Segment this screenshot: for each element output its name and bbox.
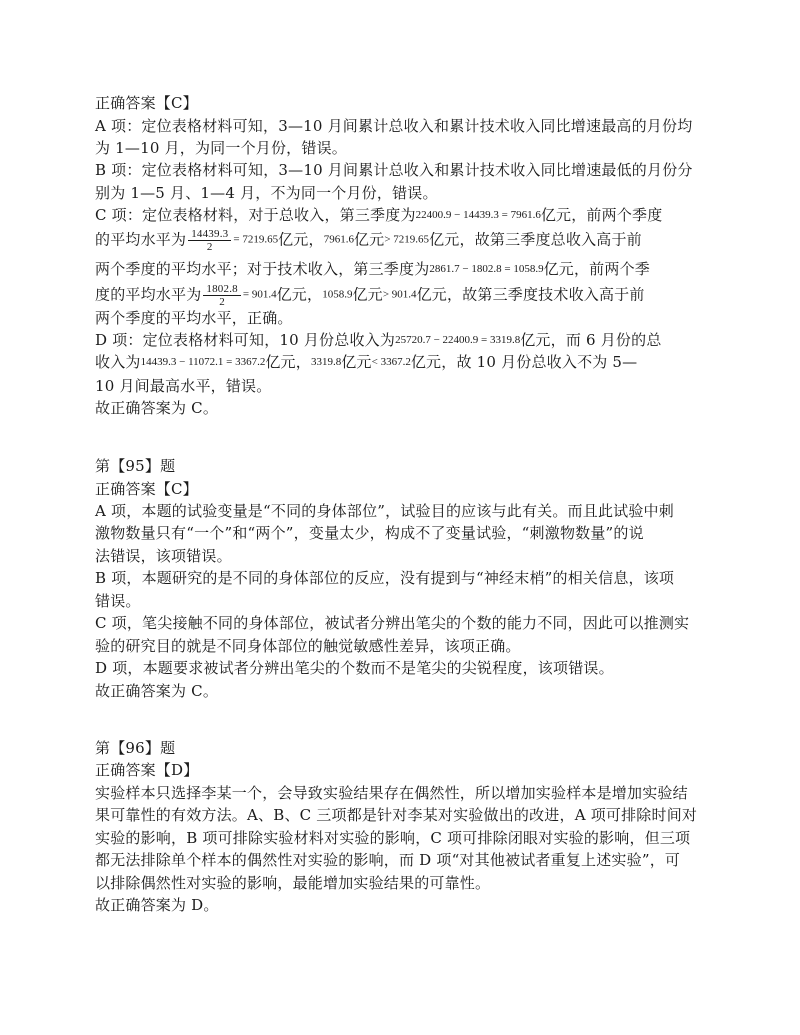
q95-option-b-line2: 错误。	[95, 592, 141, 610]
q94-c4-value: 1058.9	[322, 288, 353, 301]
q94-conclusion: 故正确答案为 C。	[95, 399, 219, 417]
q94-c4-lead: 度的平均水平为	[95, 285, 202, 304]
q94-d2-lead: 收入为	[95, 353, 141, 371]
q96-explanation-line2: 果可靠性的有效方法。A、B、C 三项都是针对李某对实验做出的改进，A 项可排除时间对	[95, 806, 698, 824]
q94-c2-result: = 7219.65	[233, 233, 279, 246]
q94-c2-value: 7961.6	[323, 233, 354, 246]
q94-c-tail: 亿元，前两个季度	[540, 206, 663, 224]
q94-d-text: D 项：定位表格材料可知，10 月份总收入为	[95, 331, 396, 349]
q94-d2-value: 3319.8	[310, 356, 342, 368]
fraction-numerator: 14439.3	[188, 228, 231, 241]
q96-answer-heading: 正确答案【D】	[95, 761, 199, 779]
q94-c4-compare: > 901.4	[382, 288, 417, 301]
q94-c3-tail: 亿元，前两个季	[543, 260, 650, 278]
q95-answer-heading: 正确答案【C】	[95, 480, 198, 498]
q94-option-b-line2: 别为 1—5 月、1—4 月，不为同一个月份，错误。	[95, 184, 438, 202]
q94-c2-tail: 亿元，故第三季度总收入高于前	[429, 230, 642, 249]
q94-c-text: C 项：定位表格材料，对于总收入，第三季度为	[95, 206, 416, 224]
q94-option-c-line3	[95, 259, 650, 279]
q95-option-a-line1: A 项，本题的试验变量是“不同的身体部位”，试验目的应该与此有关。而且此试验中刺	[95, 502, 674, 520]
q95-option-c-line2: 验的研究目的就是不同身体部位的触觉敏感性差异，该项正确。	[95, 637, 521, 655]
q94-option-c-line5: 两个季度的平均水平，正确。	[95, 309, 293, 327]
q94-c4-unit1: 亿元，	[276, 285, 323, 304]
q96-conclusion: 故正确答案为 D。	[95, 896, 219, 914]
fraction-denominator: 2	[206, 241, 213, 253]
q94-d2-tail: 亿元，故 10 月份总收入不为 5—	[410, 353, 638, 371]
q94-d2-unit2: 亿元	[341, 353, 372, 371]
q94-c-formula: 22400.9 − 14439.3 = 7961.6	[415, 209, 541, 221]
fraction-denominator: 2	[219, 296, 225, 308]
q94-d2-unit1: 亿元，	[265, 353, 311, 371]
q94-d-formula: 25720.7 − 22400.9 = 3319.8	[395, 334, 521, 346]
q94-c4-tail: 亿元，故第三季度技术收入高于前	[416, 285, 645, 304]
q94-c3-text: 两个季度的平均水平；对于技术收入，第三季度为	[95, 260, 430, 278]
fraction-numerator: 1802.8	[203, 283, 240, 296]
q94-c2-unit1: 亿元，	[278, 230, 324, 249]
q94-c3-formula: 2861.7 − 1802.8 = 1058.9	[429, 263, 544, 275]
q95-title: 第【95】题	[95, 457, 176, 475]
q94-option-d-line2	[95, 352, 637, 372]
q94-c4-result: = 901.4	[242, 288, 277, 301]
q95-conclusion: 故正确答案为 C。	[95, 682, 219, 700]
q96-title: 第【96】题	[95, 739, 176, 757]
q94-option-b-line1: B 项：定位表格材料可知，3—10 月间累计总收入和累计技术收入同比增速最低的月份分	[95, 161, 693, 179]
q94-option-d-line3: 10 月间最高水平，错误。	[95, 377, 272, 395]
q94-option-d-line1	[95, 330, 662, 350]
q94-option-c-line1	[95, 205, 662, 225]
q94-c2-fraction	[188, 228, 231, 253]
q95-option-a-line3: 法错误，该项错误。	[95, 547, 232, 565]
q94-c2-compare: > 7219.65	[384, 233, 430, 246]
q94-d2-formula: 14439.3 − 11072.1 = 3367.2	[140, 356, 266, 368]
q94-option-a-line2: 为 1—10 月，为同一个月份，错误。	[95, 139, 347, 157]
q94-c2-lead: 的平均水平为	[95, 230, 187, 249]
q94-option-a-line1: A 项：定位表格材料可知，3—10 月间累计总收入和累计技术收入同比增速最高的月份均	[95, 117, 693, 135]
q96-explanation-line4: 都无法排除单个样本的偶然性对实验的影响，而 D 项“对其他被试者重复上述实验”，可	[95, 851, 681, 869]
q94-d-tail: 亿元，而 6 月份的总	[520, 331, 662, 349]
q94-c4-unit2: 亿元	[352, 285, 383, 304]
q94-c4-fraction	[203, 283, 240, 308]
q94-answer-heading: 正确答案【C】	[95, 94, 198, 112]
q95-option-a-line2: 激物数量只有“一个”和“两个”，变量太少，构成不了变量试验，“刺激物数量”的说	[95, 524, 644, 542]
q96-explanation-line3: 实验的影响，B 项可排除实验材料对实验的影响，C 项可排除闭眼对实验的影响，但三项	[95, 829, 691, 847]
q95-option-b-line1: B 项，本题研究的是不同的身体部位的反应，没有提到与“神经末梢”的相关信息，该项	[95, 569, 675, 587]
q95-option-d-line1: D 项，本题要求被试者分辨出笔尖的个数而不是笔尖的尖锐程度，该项错误。	[95, 659, 614, 677]
q94-option-c-line4	[95, 283, 645, 308]
q96-explanation-line5: 以排除偶然性对实验的影响，最能增加实验结果的可靠性。	[95, 874, 491, 892]
q94-c2-unit2: 亿元	[353, 230, 385, 249]
q96-explanation-line1: 实验样本只选择李某一个，会导致实验结果存在偶然性，所以增加实验样本是增加实验结	[95, 784, 688, 802]
q94-d2-compare: < 3367.2	[371, 356, 411, 368]
q95-option-c-line1: C 项，笔尖接触不同的身体部位，被试者分辨出笔尖的个数的能力不同，因此可以推测实	[95, 614, 690, 632]
q94-option-c-line2	[95, 228, 642, 253]
